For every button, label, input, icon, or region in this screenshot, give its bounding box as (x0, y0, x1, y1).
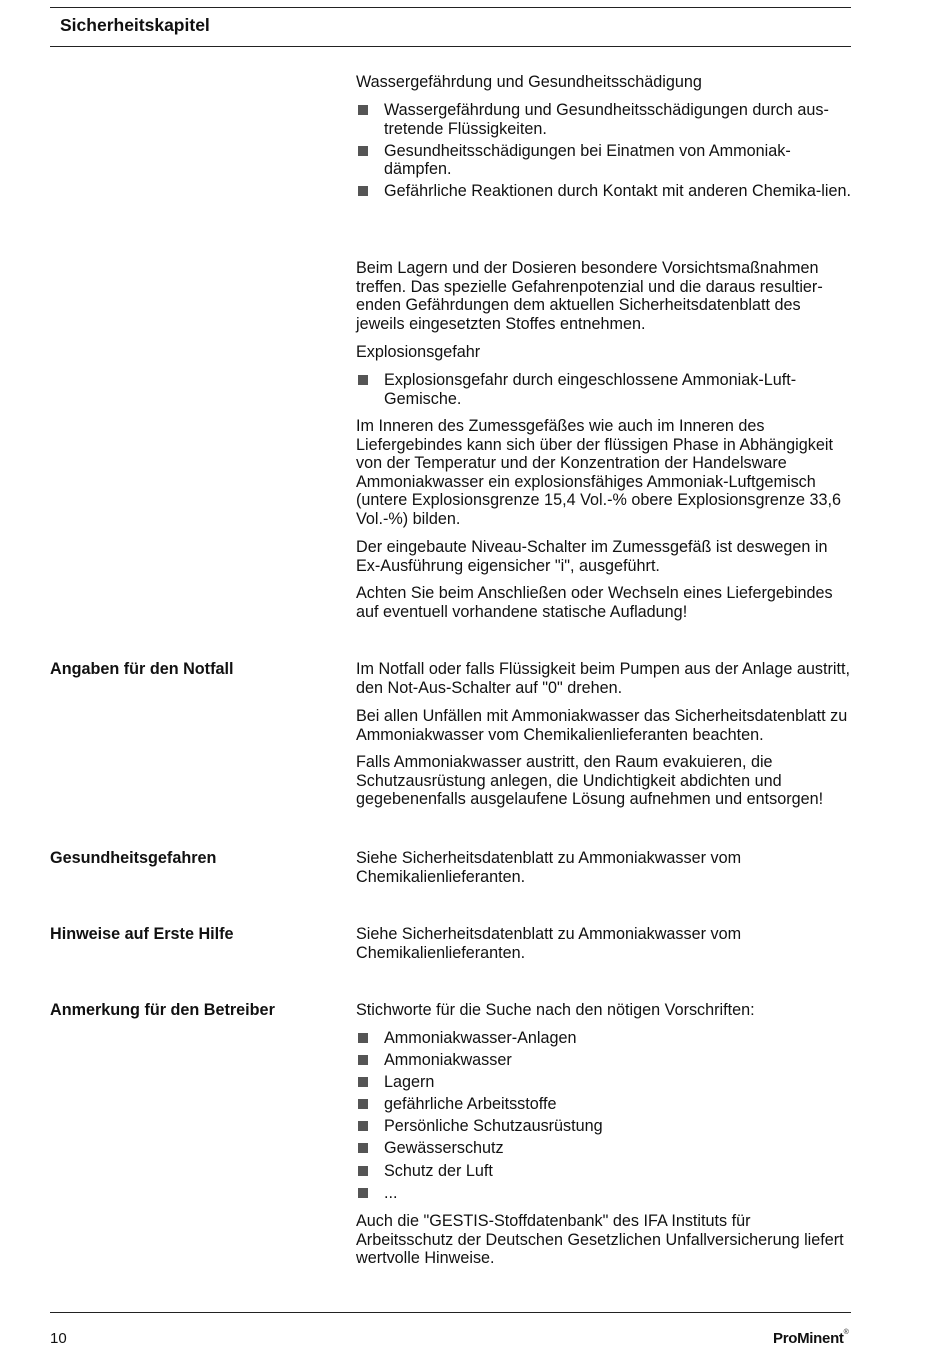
first-aid-paragraph: Siehe Sicherheitsdatenblatt zu Ammoniakwasser vom Chemikalienlieferanten. (356, 925, 742, 962)
footer-rule (50, 1312, 851, 1313)
emergency-paragraph-2: Bei allen Unfällen mit Ammoniakwasser das Sicherheitsdatenblatt zu Ammoniakwasser vom Chemikalienlieferanten beachten. (356, 707, 848, 744)
list-item: Persönliche Schutzausrüstung (356, 1117, 851, 1136)
storage-paragraph: Beim Lagern und der Dosieren besondere Vorsichtsmaßnahmen treffen. Das spezielle Gefahrenpotenzial und die daraus resultier-enden Gefährdungen dem aktuellen Sicherheitsdatenblatt des jeweils eingesetzten Stoffes entnehmen. (356, 259, 823, 333)
explosion-paragraph-1: Im Inneren des Zumessgefäßes wie auch im Inneren des Liefergebindes kann sich über der flüssigen Phase in Abhängigkeit von der Temperatur und der Konzentration der Handelsware Ammoniakwasser ein explosionsfähiges Ammoniak-Luftgemisch (untere Explosionsgrenze 15,4 Vol.-% obere Explosionsgrenze 33,6 Vol.-%) bilden. (356, 417, 842, 528)
list-item: Ammoniakwasser (356, 1051, 851, 1070)
regulation-keyword-list (356, 1029, 851, 1202)
list-item: Schutz der Luft (356, 1162, 851, 1181)
first-aid-label: Hinweise auf Erste Hilfe (50, 925, 234, 943)
list-item: Explosionsgefahr durch eingeschlossene Ammoniak-Luft-Gemische. (356, 371, 851, 408)
health-label: Gesundheitsgefahren (50, 849, 217, 867)
explosion-list (356, 371, 851, 408)
health-paragraph: Siehe Sicherheitsdatenblatt zu Ammoniakwasser vom Chemikalienlieferanten. (356, 849, 742, 886)
explosion-heading: Explosionsgefahr (356, 343, 481, 361)
operator-intro: Stichworte für die Suche nach den nötigen Vorschriften: (356, 1001, 755, 1019)
page-number: 10 (50, 1330, 67, 1347)
list-item: Gesundheitsschädigungen bei Einatmen von Ammoniak-dämpfen. (356, 142, 851, 179)
emergency-label: Angaben für den Notfall (50, 660, 234, 678)
page-title: Sicherheitskapitel (60, 15, 210, 35)
operator-outro: Auch die "GESTIS-Stoffdatenbank" des IFA Instituts für Arbeitsschutz der Deutschen Gesetzlichen Unfallversicherung liefert wertvolle Hinweise. (356, 1212, 844, 1268)
list-item: Lagern (356, 1073, 851, 1092)
list-item: Ammoniakwasser-Anlagen (356, 1029, 851, 1048)
operator-label: Anmerkung für den Betreiber (50, 1001, 275, 1019)
list-item: Gewässerschutz (356, 1139, 851, 1158)
header-rule-top (50, 7, 851, 8)
logo-text: ProMinent (773, 1330, 844, 1347)
prominent-logo (773, 1330, 849, 1347)
water-hazard-list (356, 101, 851, 201)
emergency-paragraph-1: Im Notfall oder falls Flüssigkeit beim Pumpen aus der Anlage austritt, den Not-Aus-Schalter auf "0" drehen. (356, 660, 850, 697)
list-item: gefährliche Arbeitsstoffe (356, 1095, 851, 1114)
explosion-paragraph-3: Achten Sie beim Anschließen oder Wechseln eines Liefergebindes auf eventuell vorhandene statische Aufladung! (356, 584, 833, 621)
list-item: Gefährliche Reaktionen durch Kontakt mit anderen Chemika-lien. (356, 182, 851, 201)
registered-mark: ® (843, 1329, 849, 1336)
explosion-paragraph-2: Der eingebaute Niveau-Schalter im Zumessgefäß ist deswegen in Ex-Ausführung eigensicher "i", ausgeführt. (356, 538, 828, 575)
list-item: Wassergefährdung und Gesundheitsschädigungen durch aus-tretende Flüssigkeiten. (356, 101, 851, 138)
emergency-paragraph-3: Falls Ammoniakwasser austritt, den Raum evakuieren, die Schutzausrüstung anlegen, die Undichtigkeit abdichten und gegebenenfalls ausgelaufene Lösung aufnehmen und entsorgen! (356, 753, 824, 809)
header-rule-bottom (50, 46, 851, 47)
water-heading: Wassergefährdung und Gesundheitsschädigung (356, 73, 702, 91)
list-item: ... (356, 1184, 851, 1203)
